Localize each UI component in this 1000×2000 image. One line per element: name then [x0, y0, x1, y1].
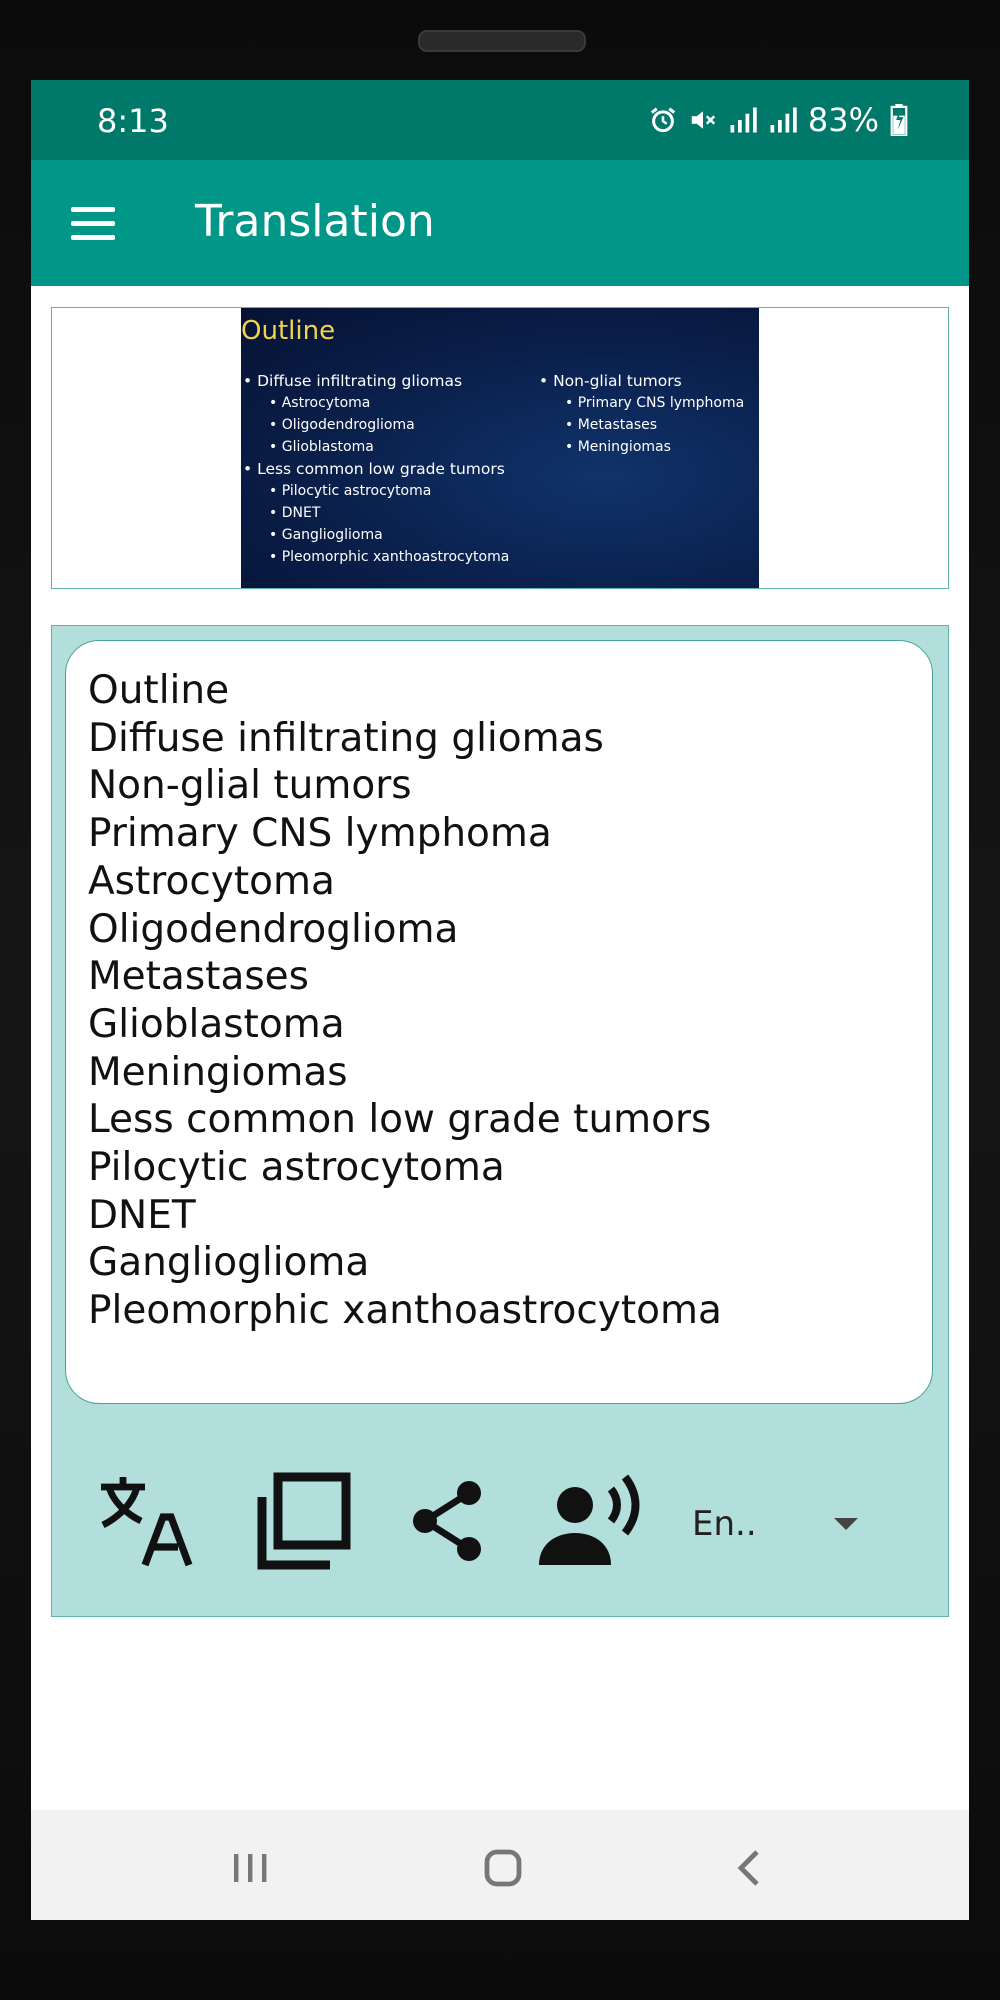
source-image-container[interactable]: [51, 307, 949, 589]
recognized-text: [88, 667, 722, 1335]
result-panel: [51, 625, 949, 1617]
slide-bullet: • Less common low grade tumors: [243, 458, 509, 480]
slide-bullet: • Oligodendroglioma: [243, 414, 509, 436]
slide-bullet: • Pleomorphic xanthoastrocytoma: [243, 546, 509, 568]
share-icon[interactable]: [392, 1466, 502, 1576]
speaker-grille: [418, 30, 586, 52]
slide-bullet: • Primary CNS lymphoma: [539, 392, 744, 414]
app-bar: [31, 160, 969, 286]
text-line: Meningiomas: [88, 1049, 348, 1095]
signal-icon: [728, 105, 758, 135]
battery-percentage: 83%: [807, 101, 879, 139]
text-line: Pleomorphic xanthoastrocytoma: [88, 1288, 722, 1334]
home-icon[interactable]: [473, 1838, 533, 1898]
alarm-icon: [648, 105, 678, 135]
slide-bullet: • Non-glial tumors: [539, 370, 744, 392]
status-bar: [31, 80, 969, 160]
back-icon[interactable]: [721, 1838, 781, 1898]
slide-bullet: • Pilocytic astrocytoma: [243, 480, 509, 502]
slide-bullet: • Astrocytoma: [243, 392, 509, 414]
text-line: Metastases: [88, 954, 309, 1000]
language-value: En..: [692, 1504, 757, 1544]
slide-bullet: • Meningiomas: [539, 436, 744, 458]
text-line: DNET: [88, 1192, 196, 1238]
text-line: Astrocytoma: [88, 858, 335, 904]
slide-bullet: • DNET: [243, 502, 509, 524]
text-line: Non-glial tumors: [88, 763, 412, 809]
screen: [31, 80, 969, 1920]
slide-right-column: [539, 370, 744, 458]
hamburger-menu-icon[interactable]: [71, 193, 131, 253]
text-line: Outline: [88, 668, 230, 713]
text-line: Pilocytic astrocytoma: [88, 1145, 505, 1191]
signal-icon: [768, 105, 798, 135]
status-time: 8:13: [97, 102, 169, 140]
slide-left-column: [243, 370, 509, 568]
slide-bullet: • Glioblastoma: [243, 436, 509, 458]
text-line: Oligodendroglioma: [88, 906, 459, 952]
navigation-bar: [31, 1810, 969, 1920]
text-line: Diffuse infiltrating gliomas: [88, 715, 604, 761]
text-line: Ganglioglioma: [88, 1240, 370, 1286]
mute-icon: [688, 105, 718, 135]
chevron-down-icon: [834, 1518, 858, 1530]
slide-title: Outline: [241, 316, 336, 346]
battery-charging-icon: [889, 104, 909, 136]
slide-bullet: • Metastases: [539, 414, 744, 436]
action-toolbar: [52, 1466, 948, 1586]
text-line: Primary CNS lymphoma: [88, 811, 552, 857]
record-voice-icon[interactable]: [537, 1466, 647, 1576]
slide-bullet: • Diffuse infiltrating gliomas: [243, 370, 509, 392]
translate-icon[interactable]: [94, 1466, 204, 1576]
recognized-text-area[interactable]: [65, 640, 933, 1404]
text-line: Less common low grade tumors: [88, 1097, 712, 1143]
text-line: Glioblastoma: [88, 1001, 345, 1047]
copy-icon[interactable]: [247, 1466, 357, 1576]
language-dropdown[interactable]: [692, 1496, 902, 1556]
page-title: Translation: [195, 196, 435, 247]
recent-apps-icon[interactable]: [220, 1838, 280, 1898]
slide-bullet: • Ganglioglioma: [243, 524, 509, 546]
status-icons: [648, 100, 909, 140]
source-slide-image: [241, 308, 759, 588]
